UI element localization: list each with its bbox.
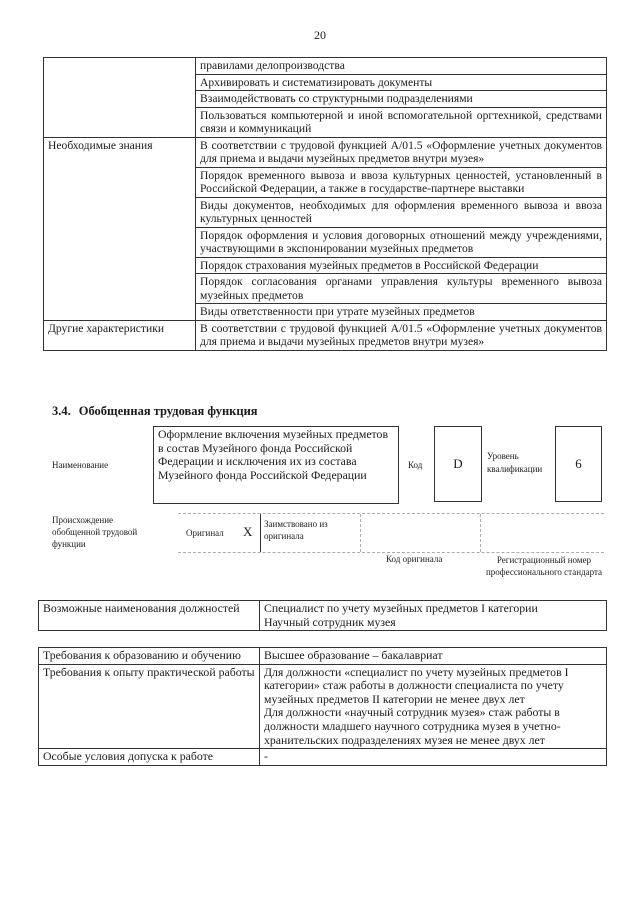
level-label-line2: квалификации: [487, 464, 543, 474]
borrowed-label: [264, 518, 328, 542]
position-names-values: [260, 601, 607, 631]
special-conditions-value: -: [260, 749, 607, 766]
row-text: В соответствии с трудовой функцией А/01.5 «Оформление учетных документов для приема и выдачи музейных предметов внутри музея»: [196, 137, 607, 167]
original-label: Оригинал: [186, 528, 224, 538]
table-row: [39, 648, 607, 665]
origin-row: [178, 513, 604, 553]
required-knowledge-label: Необходимые знания: [44, 137, 196, 320]
row-text: Порядок временного вывоза и ввоза культурных ценностей, установленный в Российской Федерации, а также в государстве-партнере выставки: [196, 167, 607, 197]
borrowed-label-line1: Заимствовано из: [264, 519, 328, 529]
skills-knowledge-table: [43, 57, 607, 351]
education-label: Требования к образованию и обучению: [39, 648, 260, 665]
position-name-1: Специалист по учету музейных предметов I категории: [264, 601, 538, 615]
row-text: Виды ответственности при утрате музейных предметов: [196, 304, 607, 321]
qualification-level-label: [487, 450, 542, 476]
row-text: Порядок страхования музейных предметов в Российской Федерации: [196, 257, 607, 274]
requirements-table: [38, 647, 607, 766]
position-names-table: [38, 600, 607, 631]
row-label: [44, 58, 196, 138]
divider: [480, 514, 481, 552]
section-number: 3.4.: [52, 404, 71, 418]
divider: [360, 514, 361, 552]
code-original-label: Код оригинала: [386, 554, 443, 564]
table-row: [44, 320, 607, 350]
table-row: [39, 749, 607, 766]
row-text: Виды документов, необходимых для оформления временного вывоза и ввоза культурных ценностей: [196, 197, 607, 227]
row-text: правилами делопроизводства: [196, 58, 607, 75]
level-label-line1: Уровень: [487, 451, 519, 461]
function-name-value: Оформление включения музейных предметов в состав Музейного фонда Российской Федерации и исключения их из состава Музейного фонда Российской Федерации: [153, 426, 399, 504]
page-number: 20: [314, 28, 326, 42]
borrowed-label-line2: оригинала: [264, 531, 304, 541]
row-text: Пользоваться компьютерной и иной вспомогательной оргтехникой, средствами связи и коммуникаций: [196, 107, 607, 137]
original-mark: X: [243, 524, 253, 539]
table-row: [44, 137, 607, 167]
code-label: Код: [408, 460, 423, 470]
row-text: В соответствии с трудовой функцией А/01.5 «Оформление учетных документов для приема и выдачи музейных предметов внутри музея»: [196, 320, 607, 350]
experience-value: [260, 664, 607, 749]
education-value: Высшее образование – бакалавриат: [260, 648, 607, 665]
qualification-level-value: 6: [555, 426, 602, 502]
position-names-label: Возможные наименования должностей: [39, 601, 260, 631]
section-heading: [52, 404, 258, 419]
row-text: Архивировать и систематизировать документы: [196, 74, 607, 91]
divider: [260, 514, 261, 552]
section-title: Обобщенная трудовая функция: [78, 404, 258, 418]
table-row: [39, 664, 607, 749]
code-value: D: [434, 426, 482, 502]
origin-label: Происхождение обобщенной трудовой функции: [52, 515, 138, 549]
experience-text-1: Для должности «специалист по учету музейных предметов I категории» стаж работы в должности специалиста по учету музейных предметов II категории не менее двух лет: [264, 664, 569, 706]
table-row: [39, 601, 607, 631]
experience-text-2: Для должности «научный сотрудник музея» стаж работы в должности младшего научного сотрудника музея в учетно-хранительских подразделениях музея не менее двух лет: [264, 705, 561, 747]
experience-label: Требования к опыту практической работы: [39, 664, 260, 749]
row-text: Взаимодействовать со структурными подразделениями: [196, 91, 607, 108]
other-characteristics-label: Другие характеристики: [44, 320, 196, 350]
row-text: Порядок оформления и условия договорных отношений между учреждениями, участвующими в экспонировании музейных предметов: [196, 227, 607, 257]
row-text: Порядок согласования органами управления культуры временного вывоза музейных предметов: [196, 274, 607, 304]
registration-number-label: Регистрационный номер профессионального стандарта: [485, 555, 603, 577]
table-row: [44, 58, 607, 75]
name-label: Наименование: [52, 460, 109, 470]
position-name-2: Научный сотрудник музея: [264, 614, 396, 629]
special-conditions-label: Особые условия допуска к работе: [39, 749, 260, 766]
